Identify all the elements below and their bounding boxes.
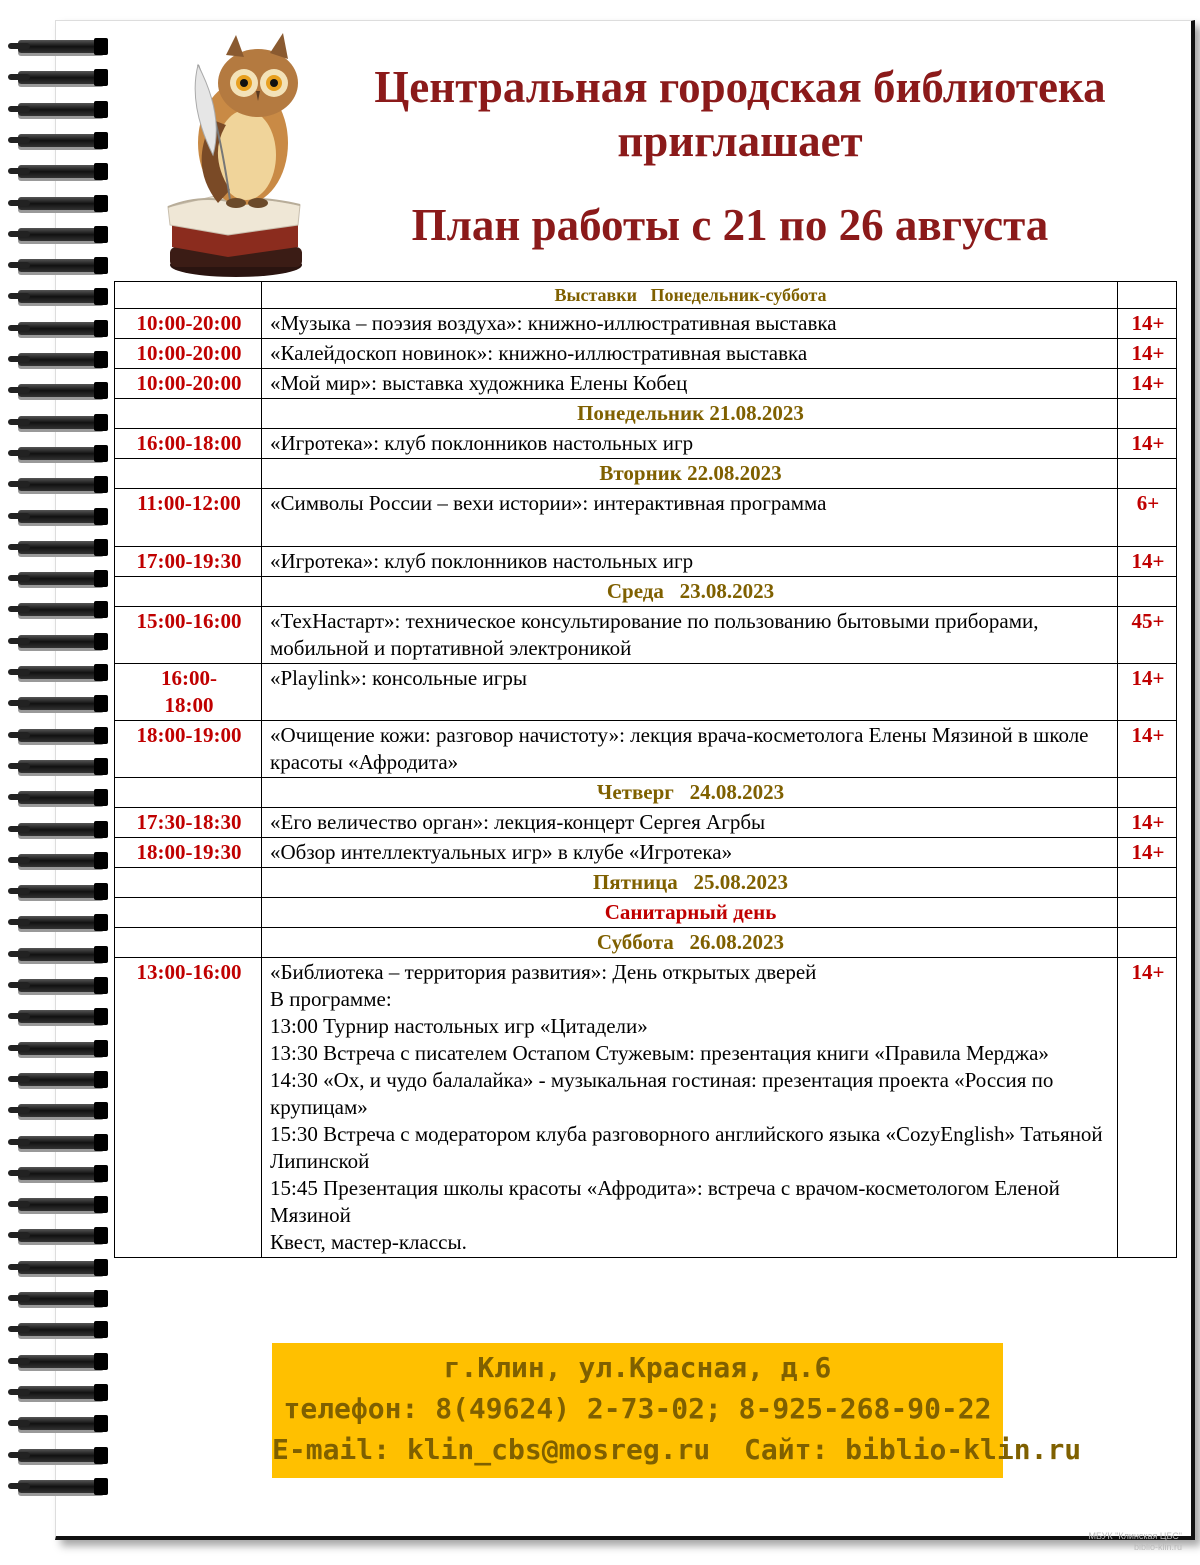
day-label: Пятница 25.08.2023 xyxy=(262,868,1118,898)
spiral-ring xyxy=(18,916,104,929)
event-title: «ТехНастарт»: техническое консультирование по пользованию бытовыми приборами, мобильной и портативной электроникой xyxy=(262,607,1118,664)
age-rating: 45+ xyxy=(1118,607,1177,664)
event-title: «Его величество орган»: лекция-концерт Сергея Агрбы xyxy=(262,808,1118,838)
spiral-ring xyxy=(18,1417,104,1430)
spiral-ring xyxy=(18,1449,104,1462)
event-time: 10:00-20:00 xyxy=(115,309,262,339)
page-title xyxy=(320,60,1160,168)
spiral-ring xyxy=(18,103,104,116)
event-title: «Playlink»: консольные игры xyxy=(262,664,1118,721)
age-rating: 14+ xyxy=(1118,838,1177,868)
day-note-row xyxy=(115,898,1177,928)
spiral-ring xyxy=(18,1198,104,1211)
phone-text: телефон: 8(49624) 2-73-02; 8-925-268-90-22 xyxy=(283,1392,992,1425)
spiral-ring xyxy=(18,1292,104,1305)
age-rating: 14+ xyxy=(1118,808,1177,838)
spiral-ring xyxy=(18,40,104,53)
day-row-monday xyxy=(115,399,1177,429)
day-row-saturday xyxy=(115,928,1177,958)
sanitary-day-label: Санитарный день xyxy=(262,898,1118,928)
event-title: «Калейдоскоп новинок»: книжно-иллюстративная выставка xyxy=(262,339,1118,369)
watermark-line: МБУК "Клинская ЦБС" xyxy=(1088,1531,1182,1541)
age-rating: 6+ xyxy=(1118,489,1177,547)
program-line: В программе: xyxy=(270,987,392,1011)
program-line: 13:00 Турнир настольных игр «Цитадели» xyxy=(270,1014,648,1038)
spiral-ring xyxy=(18,729,104,742)
spiral-ring xyxy=(18,541,104,554)
address-text: г.Клин, ул.Красная, д.6 xyxy=(443,1351,832,1384)
event-time: 11:00-12:00 xyxy=(115,489,262,547)
spiral-ring xyxy=(18,228,104,241)
event-program xyxy=(262,958,1118,1258)
spiral-ring xyxy=(18,134,104,147)
table-row xyxy=(115,721,1177,778)
spiral-ring xyxy=(18,510,104,523)
email-site-text: E-mail: klin_cbs@mosreg.ru Сайт: biblio-klin.ru xyxy=(272,1433,1082,1466)
spiral-ring xyxy=(18,666,104,679)
spiral-ring xyxy=(18,635,104,648)
day-row-tuesday xyxy=(115,459,1177,489)
spiral-ring xyxy=(18,948,104,961)
table-row xyxy=(115,489,1177,547)
watermark-line: biblio-klin.ru xyxy=(1133,1542,1182,1552)
program-line: 15:45 Презентация школы красоты «Афродита»: встреча с врачом-косметологом Еленой Мязиной xyxy=(270,1176,1060,1227)
spiral-ring xyxy=(18,322,104,335)
page-subtitle: План работы с 21 по 26 августа xyxy=(411,200,1049,250)
program-line: 14:30 «Ох, и чудо балалайка» - музыкальная гостиная: презентация проекта «Россия по крупицам» xyxy=(270,1068,1054,1119)
event-title: «Символы России – вехи истории»: интерактивная программа xyxy=(262,489,1118,547)
spiral-ring xyxy=(18,71,104,84)
spiral-ring xyxy=(18,478,104,491)
spiral-ring xyxy=(18,1386,104,1399)
age-rating: 14+ xyxy=(1118,958,1177,1258)
event-time: 16:00-18:00 xyxy=(115,429,262,459)
day-row-wednesday xyxy=(115,577,1177,607)
schedule-table xyxy=(114,281,1177,1258)
age-rating: 14+ xyxy=(1118,369,1177,399)
spiral-ring xyxy=(18,603,104,616)
spiral-ring xyxy=(18,760,104,773)
table-row xyxy=(115,339,1177,369)
spiral-ring xyxy=(18,259,104,272)
spiral-ring xyxy=(18,854,104,867)
day-label: Вторник 22.08.2023 xyxy=(262,459,1118,489)
table-row xyxy=(115,838,1177,868)
spiral-ring xyxy=(18,1355,104,1368)
spiral-ring xyxy=(18,1073,104,1086)
spiral-ring xyxy=(18,1042,104,1055)
day-label: Понедельник 21.08.2023 xyxy=(262,399,1118,429)
spiral-ring xyxy=(18,885,104,898)
spiral-ring xyxy=(18,1010,104,1023)
owl-on-books-image xyxy=(158,25,308,280)
spiral-ring xyxy=(18,447,104,460)
event-time xyxy=(115,664,262,721)
event-title: «Игротека»: клуб поклонников настольных игр xyxy=(262,429,1118,459)
day-row-thursday xyxy=(115,778,1177,808)
program-line: «Библиотека – территория развития»: День открытых дверей xyxy=(270,960,817,984)
spiral-ring xyxy=(18,1480,104,1493)
age-rating: 14+ xyxy=(1118,721,1177,778)
table-row xyxy=(115,958,1177,1258)
age-rating: 14+ xyxy=(1118,429,1177,459)
table-row xyxy=(115,664,1177,721)
event-time-line: 16:00- xyxy=(161,666,217,690)
event-time: 15:00-16:00 xyxy=(115,607,262,664)
spiral-ring xyxy=(18,353,104,366)
age-rating: 14+ xyxy=(1118,664,1177,721)
event-time: 18:00-19:30 xyxy=(115,838,262,868)
contact-box xyxy=(272,1343,1082,1478)
notebook-spiral xyxy=(0,40,110,1520)
age-rating: 14+ xyxy=(1118,339,1177,369)
event-time: 17:30-18:30 xyxy=(115,808,262,838)
event-time: 17:00-19:30 xyxy=(115,547,262,577)
spiral-ring xyxy=(18,1229,104,1242)
spiral-ring xyxy=(18,290,104,303)
day-label: Суббота 26.08.2023 xyxy=(262,928,1118,958)
day-row-friday xyxy=(115,868,1177,898)
table-row xyxy=(115,808,1177,838)
spiral-ring xyxy=(18,1323,104,1336)
spiral-ring xyxy=(18,416,104,429)
spiral-ring xyxy=(18,1136,104,1149)
spiral-ring xyxy=(18,197,104,210)
event-title: «Мой мир»: выставка художника Елены Кобец xyxy=(262,369,1118,399)
event-time: 13:00-16:00 xyxy=(115,958,262,1258)
event-time: 10:00-20:00 xyxy=(115,369,262,399)
spiral-ring xyxy=(18,697,104,710)
table-row xyxy=(115,429,1177,459)
age-rating: 14+ xyxy=(1118,547,1177,577)
spiral-ring xyxy=(18,384,104,397)
event-title: «Музыка – поэзия воздуха»: книжно-иллюстративная выставка xyxy=(262,309,1118,339)
section-row-exhibitions xyxy=(115,282,1177,309)
spiral-ring xyxy=(18,791,104,804)
section-label: Выставки Понедельник-суббота xyxy=(262,282,1118,309)
watermark xyxy=(1088,1531,1182,1553)
spiral-ring xyxy=(18,1167,104,1180)
day-label: Четверг 24.08.2023 xyxy=(262,778,1118,808)
table-row xyxy=(115,369,1177,399)
event-time: 18:00-19:00 xyxy=(115,721,262,778)
spiral-ring xyxy=(18,165,104,178)
event-title: «Очищение кожи: разговор начистоту»: лекция врача-косметолога Елены Мязиной в школе красоты «Афродита» xyxy=(262,721,1118,778)
event-time-line: 18:00 xyxy=(164,693,214,717)
title-line-1: Центральная городская библиотека xyxy=(374,62,1106,112)
spiral-ring xyxy=(18,979,104,992)
table-row xyxy=(115,309,1177,339)
day-label: Среда 23.08.2023 xyxy=(262,577,1118,607)
spiral-ring xyxy=(18,572,104,585)
table-row xyxy=(115,547,1177,577)
spiral-ring xyxy=(18,1104,104,1117)
spiral-ring xyxy=(18,1261,104,1274)
program-line: 15:30 Встреча с модератором клуба разговорного английского языка «CozyEnglish» Татьяной Липинской xyxy=(270,1122,1103,1173)
title-line-2: приглашает xyxy=(617,116,863,166)
program-line: Квест, мастер-классы. xyxy=(270,1230,467,1254)
spiral-ring xyxy=(18,823,104,836)
table-row xyxy=(115,607,1177,664)
age-rating: 14+ xyxy=(1118,309,1177,339)
event-title: «Обзор интеллектуальных игр» в клубе «Игротека» xyxy=(262,838,1118,868)
event-time: 10:00-20:00 xyxy=(115,339,262,369)
event-title: «Игротека»: клуб поклонников настольных игр xyxy=(262,547,1118,577)
program-line: 13:30 Встреча с писателем Остапом Стужевым: презентация книги «Правила Мерджа» xyxy=(270,1041,1049,1065)
